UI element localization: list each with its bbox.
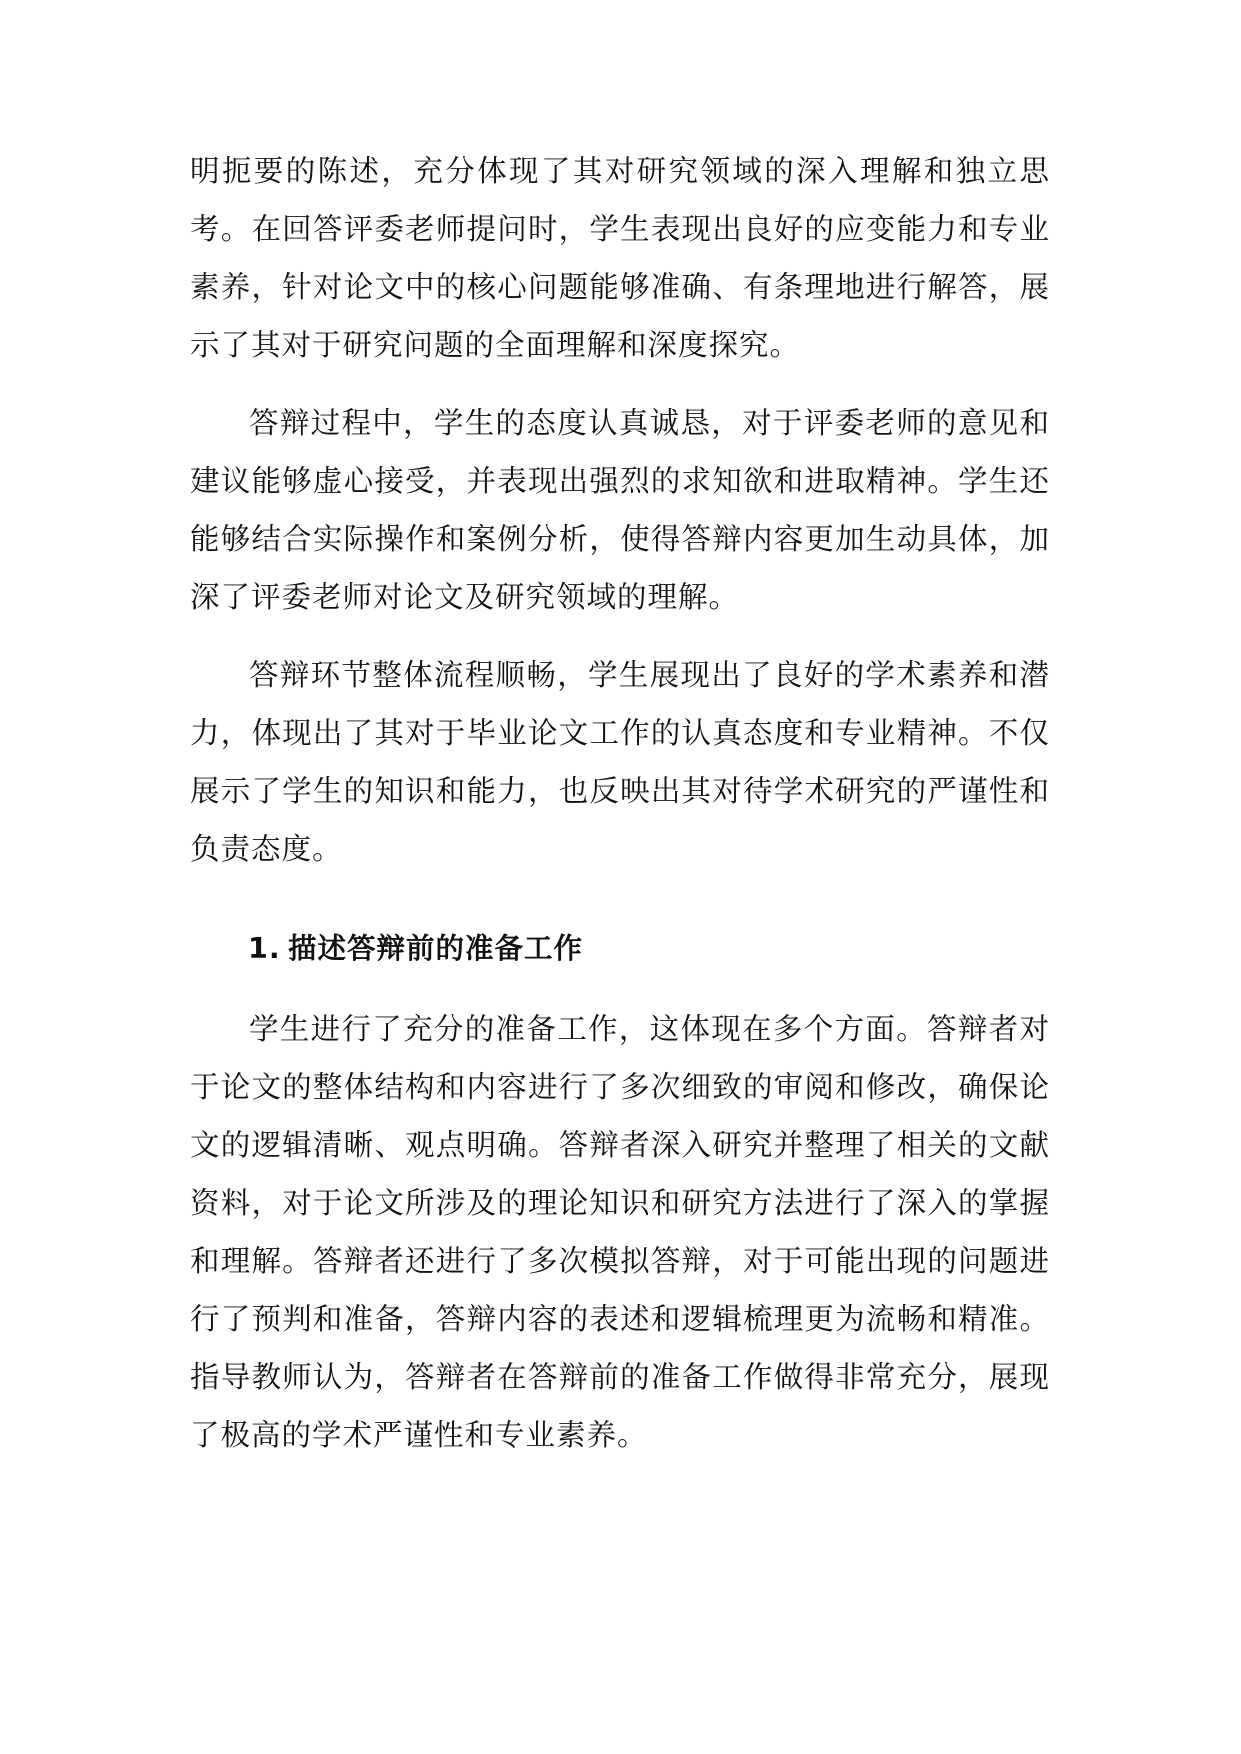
section-number: 1. [248, 932, 281, 965]
document-body [190, 142, 1050, 1464]
section-title: 描述答辩前的准备工作 [288, 932, 584, 965]
section-heading [190, 920, 1050, 978]
paragraph-defense-overall: 答辩环节整体流程顺畅，学生展现出了良好的学术素养和潜力，体现出了其对于毕业论文工作的认真态度和专业精神。不仅展示了学生的知识和能力，也反映出其对待学术研究的严谨性和负责态度。 [190, 658, 1050, 866]
paragraph-preparation: 学生进行了充分的准备工作，这体现在多个方面。答辩者对于论文的整体结构和内容进行了多次细致的审阅和修改，确保论文的逻辑清晰、观点明确。答辩者深入研究并整理了相关的文献资料，对于论文所涉及的理论知识和研究方法进行了深入的掌握和理解。答辩者还进行了多次模拟答辩，对于可能出现的问题进行了预判和准备，答辩内容的表述和逻辑梳理更为流畅和精准。指导教师认为，答辩者在答辩前的准备工作做得非常充分，展现了极高的学术严谨性和专业素养。 [190, 1012, 1050, 1452]
paragraph-defense-attitude: 答辩过程中，学生的态度认真诚恳，对于评委老师的意见和建议能够虚心接受，并表现出强烈的求知欲和进取精神。学生还能够结合实际操作和案例分析，使得答辩内容更加生动具体，加深了评委老师对论文及研究领域的理解。 [190, 406, 1050, 614]
paragraph-continued: 明扼要的陈述，充分体现了其对研究领域的深入理解和独立思考。在回答评委老师提问时，学生表现出良好的应变能力和专业素养，针对论文中的核心问题能够准确、有条理地进行解答，展示了其对于研究问题的全面理解和深度探究。 [190, 154, 1050, 362]
